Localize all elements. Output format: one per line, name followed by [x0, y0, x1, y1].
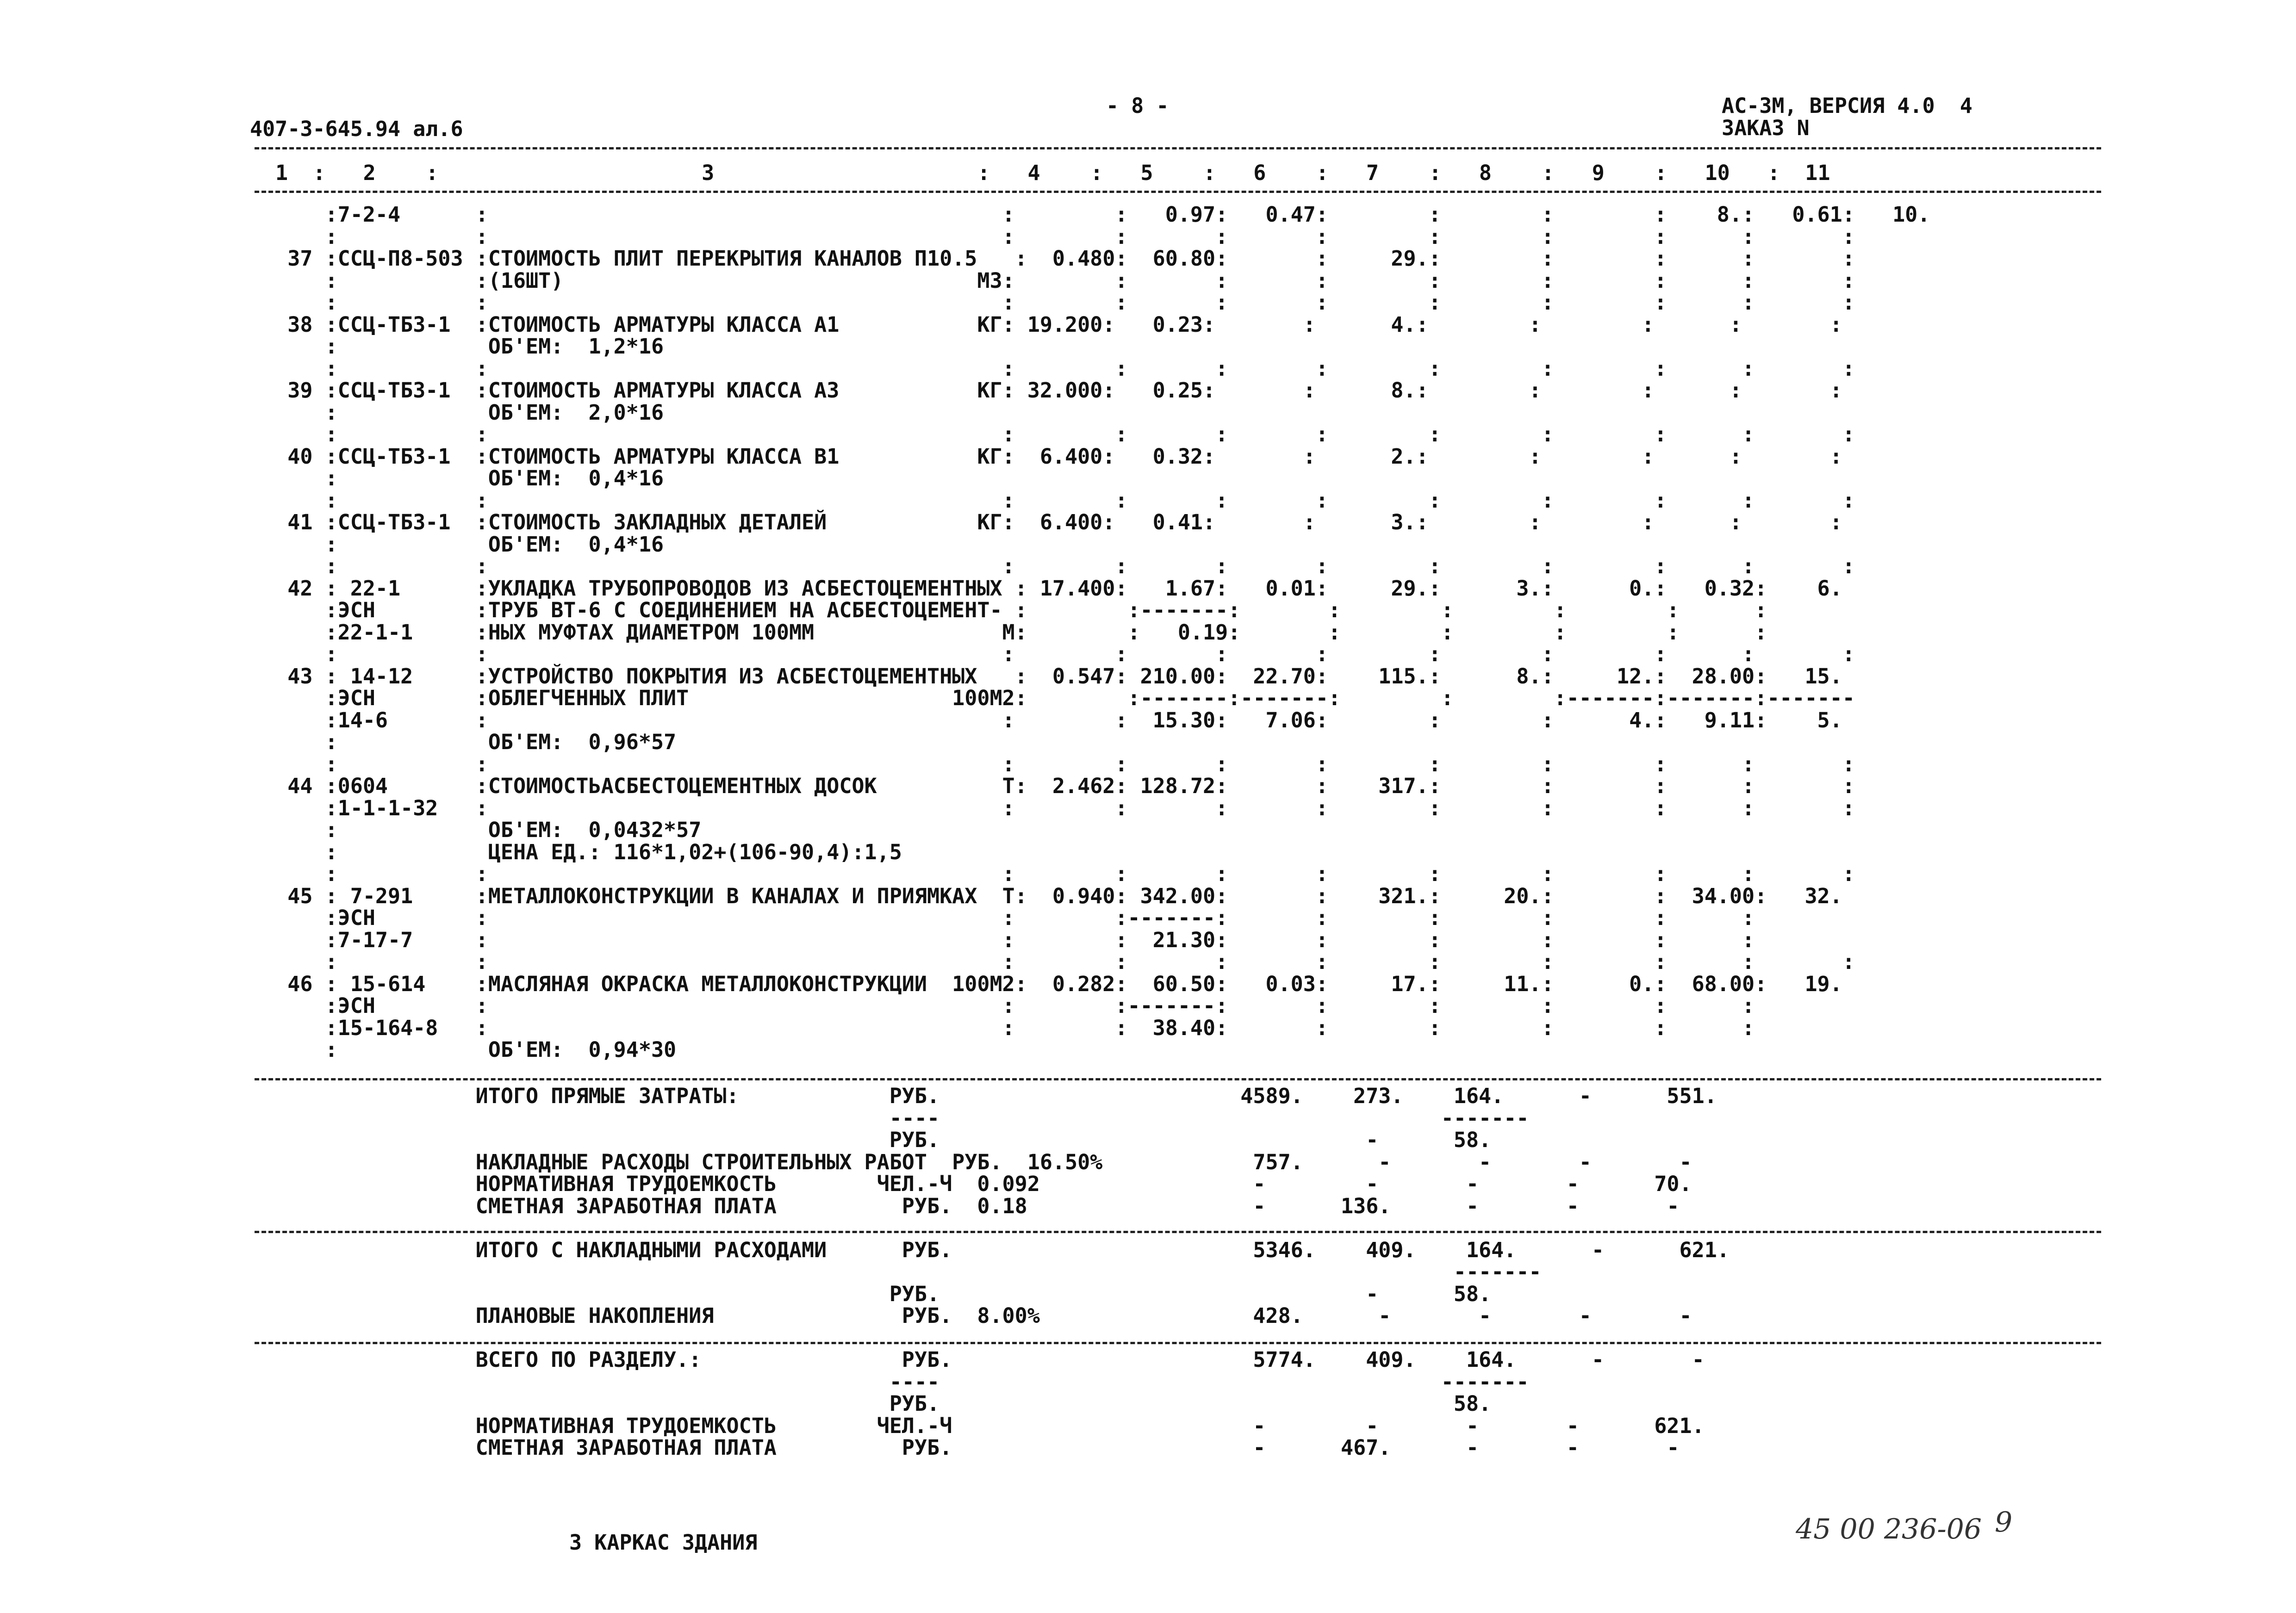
summary-row: ВСЕГО ПО РАЗДЕЛУ.: РУБ. 5774. 409. 164. - - [250, 1347, 1705, 1372]
summary-rule-3 [255, 1342, 2101, 1344]
table-row: :ЭСН :ТРУБ ВТ-6 С СОЕДИНЕНИЕМ НА АСБЕСТОЦЕМЕНТ- : :-------: : : : : : [250, 598, 1767, 622]
summary-rule-2 [255, 1231, 2101, 1233]
table-row: : : : : : : : : : : : [250, 949, 1855, 974]
system-version: АС-3М, ВЕРСИЯ 4.0 4 [1722, 93, 1972, 118]
table-row: : : : : : : : : : : : [250, 356, 1855, 381]
table-row: :ЭСН : : :-------: : : : : : [250, 906, 1755, 930]
table-row: 42 : 22-1 :УКЛАДКА ТРУБОПРОВОДОВ ИЗ АСБЕСТОЦЕМЕНТНЫХ : 17.400: 1.67: 0.01: 29.: 3.: 0.: 0.32: 6. [250, 576, 1842, 601]
header-rule-top [255, 147, 2101, 149]
summary-row: ---- ------- [250, 1369, 1529, 1394]
summary-row: РУБ. 58. [250, 1391, 1492, 1416]
table-row: :7-17-7 : : : 21.30: : : : : : [250, 927, 1755, 952]
table-row: : ЦЕНА ЕД.: 116*1,02+(106-90,4):1,5 [250, 839, 902, 864]
summary-row: ИТОГО ПРЯМЫЕ ЗАТРАТЫ: РУБ. 4589. 273. 164. - 551. [250, 1084, 1717, 1108]
table-row: : ОБ'ЕМ: 0,0432*57 [250, 818, 702, 842]
section-title: 3 КАРКАС ЗДАНИЯ [569, 1530, 758, 1555]
table-row: : ОБ'ЕМ: 2,0*16 [250, 400, 664, 425]
table-row: : : : : : : : : : : : [250, 422, 1855, 447]
summary-row: РУБ. - 58. [250, 1128, 1492, 1152]
table-row: 43 : 14-12 :УСТРОЙСТВО ПОКРЫТИЯ ИЗ АСБЕСТОЦЕМЕНТНЫХ : 0.547: 210.00: 22.70: 115.: 8.: 12.: 28.00: 15. [250, 664, 1842, 689]
table-row: : ОБ'ЕМ: 0,96*57 [250, 730, 677, 754]
handwritten-number: 45 00 236-06 [1796, 1513, 1982, 1545]
table-row: 45 : 7-291 :МЕТАЛЛОКОНСТРУКЦИИ В КАНАЛАХ И ПРИЯМКАХ Т: 0.940: 342.00: : 321.: 20.: : 34.00: 32. [250, 883, 1842, 908]
table-row: 44 :0604 :СТОИМОСТЬАСБЕСТОЦЕМЕНТНЫХ ДОСОК Т: 2.462: 128.72: : 317.: : : : : [250, 774, 1855, 798]
table-row: 38 :ССЦ-ТБ3-1 :СТОИМОСТЬ АРМАТУРЫ КЛАССА А1 КГ: 19.200: 0.23: : 4.: : : : : [250, 312, 1842, 337]
summary-row: НОРМАТИВНАЯ ТРУДОЕМКОСТЬ ЧЕЛ.-Ч - - - - 621. [250, 1413, 1705, 1438]
table-row: 41 :ССЦ-ТБ3-1 :СТОИМОСТЬ ЗАКЛАДНЫХ ДЕТАЛЕЙ КГ: 6.400: 0.41: : 3.: : : : : [250, 510, 1842, 534]
table-row: :7-2-4 : : : 0.97: 0.47: : : : 8.: 0.61: 10. [250, 202, 1930, 227]
table-row: 37 :ССЦ-П8-503 :СТОИМОСТЬ ПЛИТ ПЕРЕКРЫТИЯ КАНАЛОВ П10.5 : 0.480: 60.80: : 29.: : : : : [250, 246, 1855, 271]
summary-row: НАКЛАДНЫЕ РАСХОДЫ СТРОИТЕЛЬНЫХ РАБОТ РУБ. 16.50% 757. - - - - [250, 1149, 1692, 1174]
column-header-row: 1 : 2 : 3 : 4 : 5 : 6 : 7 : 8 : 9 : 10 : 11 [275, 161, 1830, 185]
table-row: : : : : : : : : : : : [250, 862, 1855, 886]
header-rule-bottom [255, 191, 2101, 193]
table-row: : ОБ'ЕМ: 0,4*16 [250, 466, 664, 490]
summary-row: СМЕТНАЯ ЗАРАБОТНАЯ ПЛАТА РУБ. 0.18 - 136. - - - [250, 1193, 1680, 1218]
summary-row: ПЛАНОВЫЕ НАКОПЛЕНИЯ РУБ. 8.00% 428. - - - - [250, 1303, 1692, 1328]
summary-row: ИТОГО С НАКЛАДНЫМИ РАСХОДАМИ РУБ. 5346. 409. 164. - 621. [250, 1237, 1730, 1262]
table-row: : :(16ШТ) М3: : : : : : : : : [250, 268, 1855, 293]
table-row: :15-164-8 : : : 38.40: : : : : : [250, 1015, 1755, 1040]
table-row: :22-1-1 :НЫХ МУФТАХ ДИАМЕТРОМ 100ММ М: : 0.19: : : : : : [250, 620, 1767, 645]
summary-row: НОРМАТИВНАЯ ТРУДОЕМКОСТЬ ЧЕЛ.-Ч 0.092 - - - - 70. [250, 1172, 1692, 1196]
table-row: : : : : : : : : : : : [250, 554, 1855, 578]
table-row: : : : : : : : : : : : [250, 642, 1855, 666]
table-row: :1-1-1-32 : : : : : : : : : : [250, 795, 1855, 820]
table-row: : ОБ'ЕМ: 0,4*16 [250, 532, 664, 557]
page-number: - 8 - [1106, 93, 1169, 118]
table-row: : : : : : : : : : : : [250, 751, 1855, 776]
table-row: : ОБ'ЕМ: 0,94*30 [250, 1037, 677, 1062]
summary-row: ---- ------- [250, 1105, 1529, 1130]
table-row: :14-6 : : : 15.30: 7.06: : : 4.: 9.11: 5. [250, 707, 1842, 732]
table-row: : ОБ'ЕМ: 1,2*16 [250, 334, 664, 359]
table-row: :ЭСН : : :-------: : : : : : [250, 993, 1755, 1018]
summary-row: ------- [250, 1259, 1542, 1284]
order-label: ЗАКАЗ N [1722, 116, 1810, 140]
summary-rule-1 [255, 1078, 2101, 1080]
summary-row: РУБ. - 58. [250, 1281, 1492, 1306]
table-row: : : : : : : : : : : : [250, 290, 1855, 315]
document-code: 407-3-645.94 ал.6 [250, 117, 463, 141]
table-row: :ЭСН :ОБЛЕГЧЕННЫХ ПЛИТ 100М2: :-------:-------: : :-------:-------:------- [250, 686, 1855, 710]
table-row: 46 : 15-614 :МАСЛЯНАЯ ОКРАСКА МЕТАЛЛОКОНСТРУКЦИИ 100М2: 0.282: 60.50: 0.03: 17.: 11.: 0.: 68.00: 19. [250, 971, 1842, 996]
page-mark: 9 [1995, 1506, 2013, 1539]
table-row: 39 :ССЦ-ТБ3-1 :СТОИМОСТЬ АРМАТУРЫ КЛАССА А3 КГ: 32.000: 0.25: : 8.: : : : : [250, 378, 1842, 403]
table-row: 40 :ССЦ-ТБ3-1 :СТОИМОСТЬ АРМАТУРЫ КЛАССА В1 КГ: 6.400: 0.32: : 2.: : : : : [250, 444, 1842, 469]
summary-row: СМЕТНАЯ ЗАРАБОТНАЯ ПЛАТА РУБ. - 467. - - - [250, 1435, 1680, 1460]
table-row: : : : : : : : : : : : [250, 224, 1855, 249]
table-row: : : : : : : : : : : : [250, 488, 1855, 513]
